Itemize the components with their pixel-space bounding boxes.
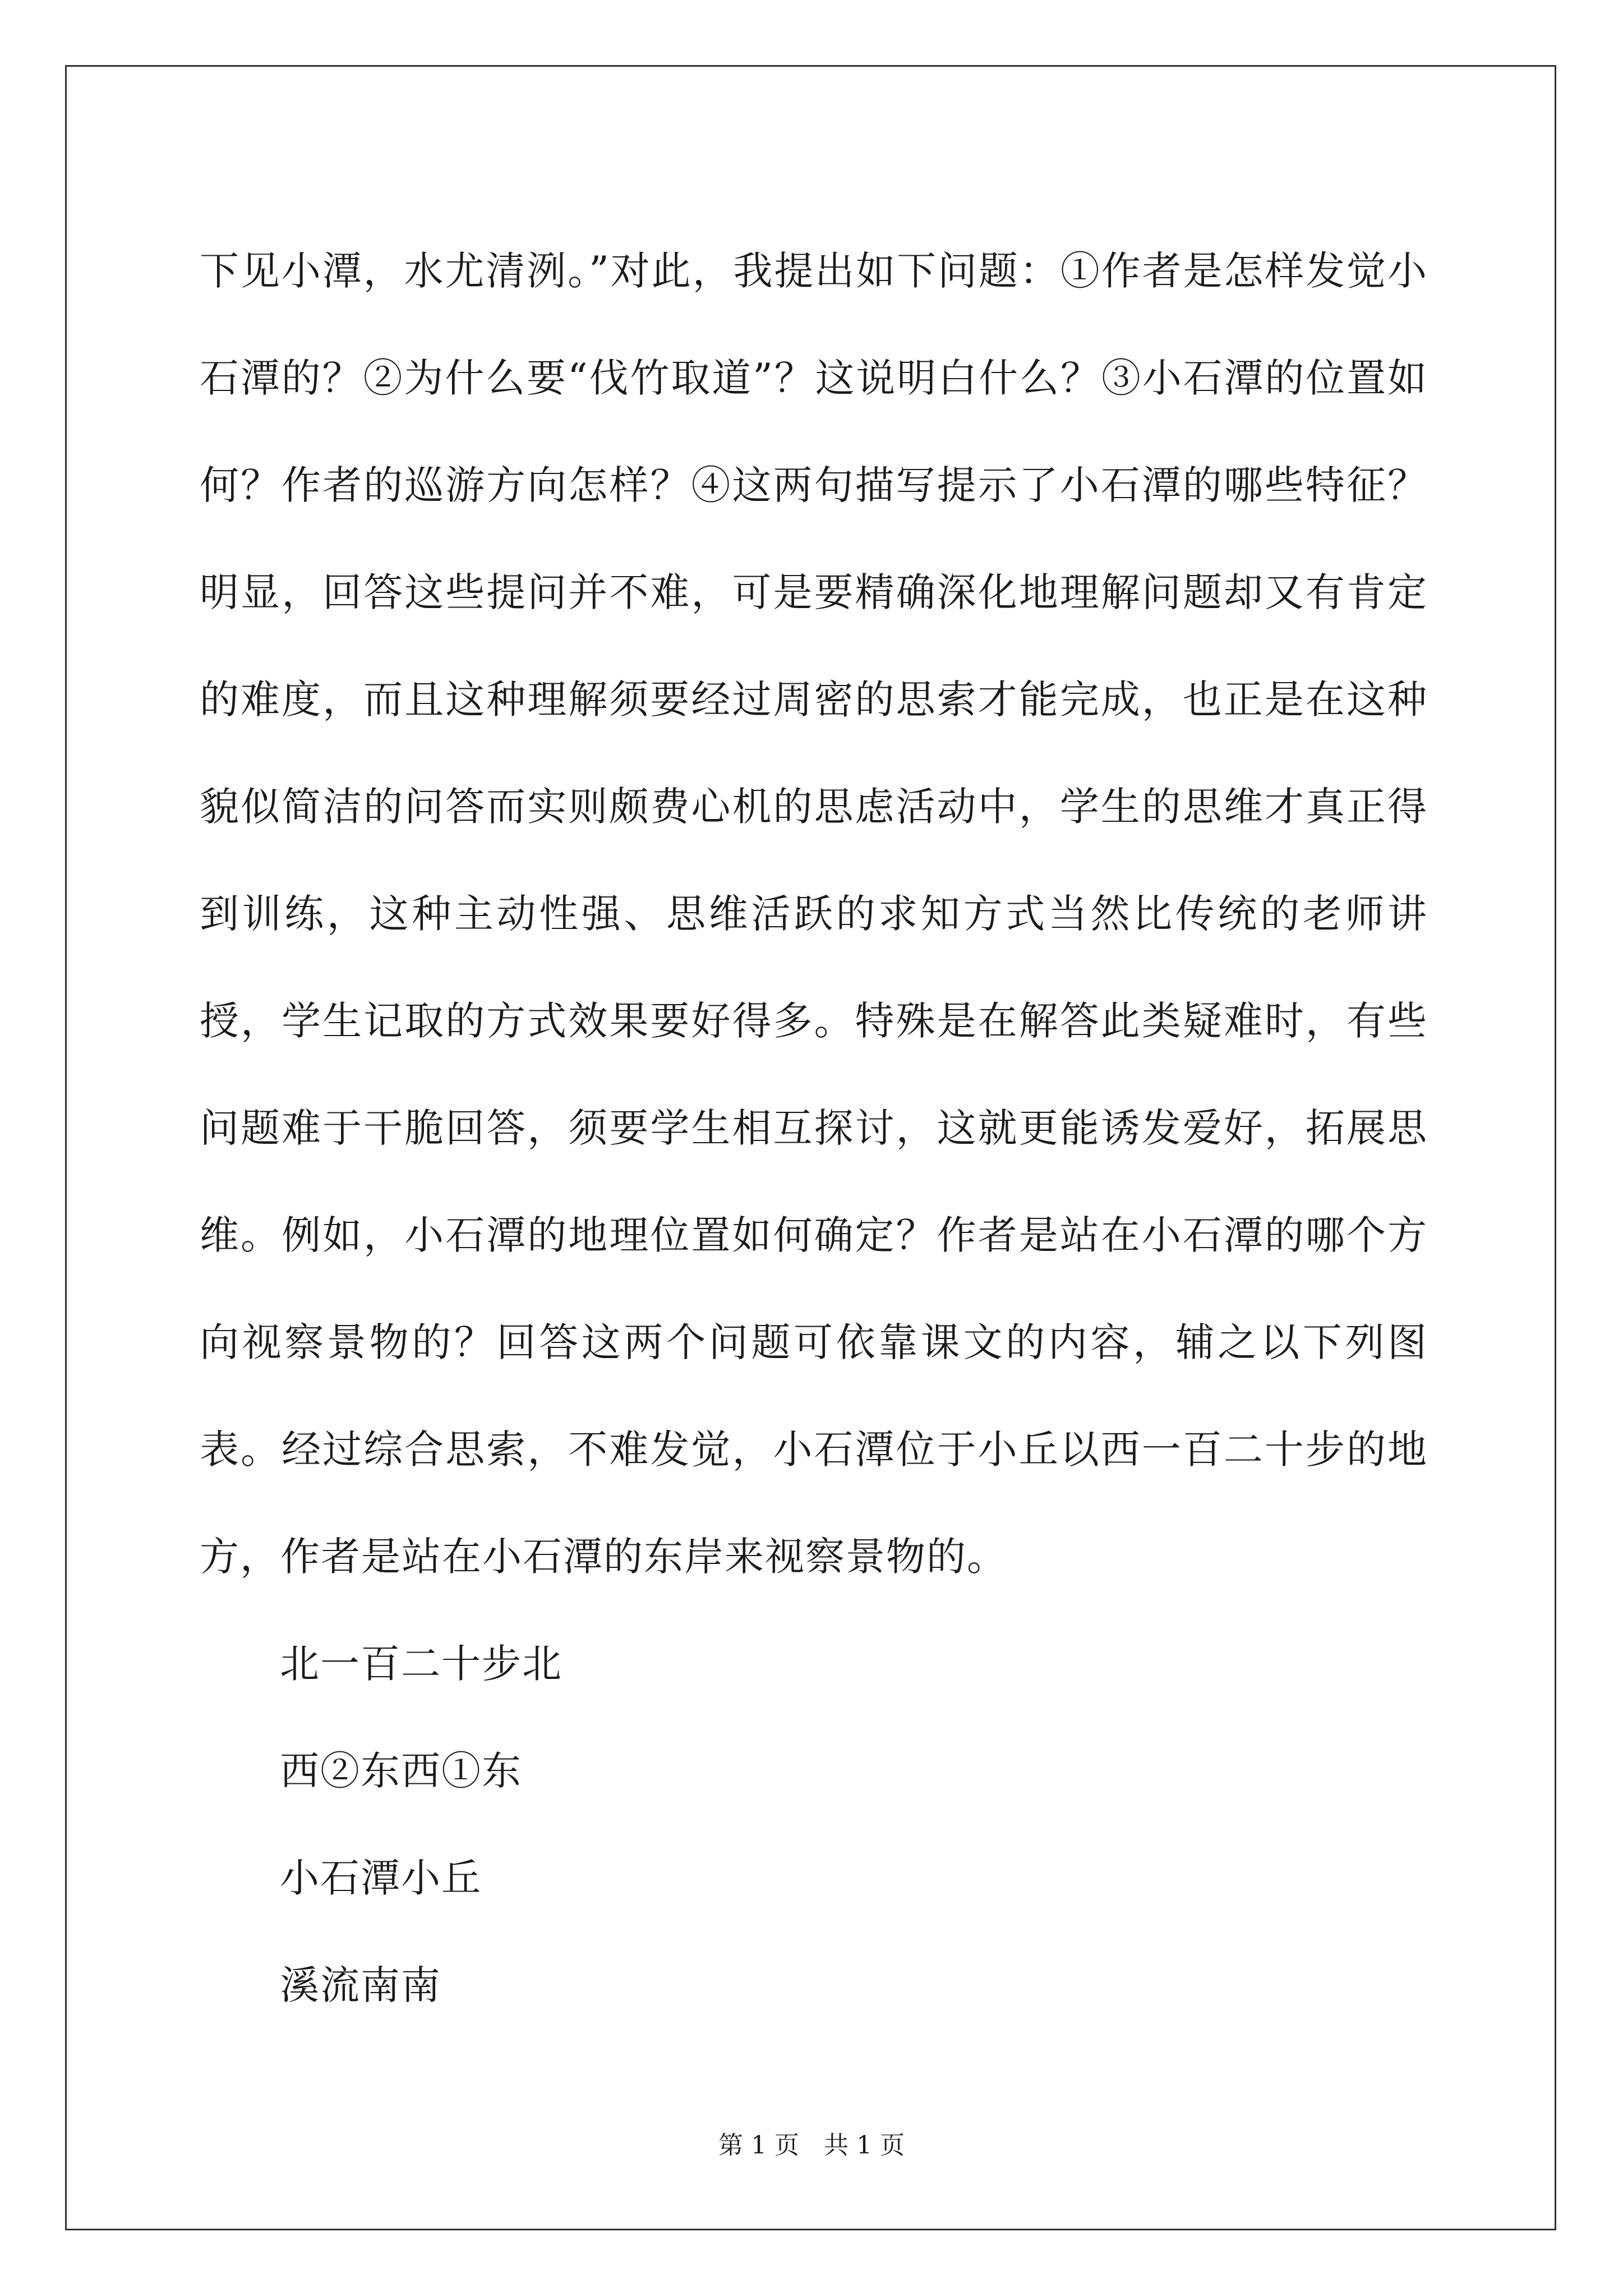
diagram-line-south: 溪流南南: [280, 1962, 441, 2008]
document-body: [200, 218, 1428, 2039]
diagram-line-places: 小石潭小丘: [280, 1855, 482, 1901]
body-paragraph: 下见小潭，水尤清洌。”对此，我提出如下问题：①作者是怎样发觉小石潭的？②为什么要“伐竹取道”？这说明白什么？③小石潭的位置如何？作者的巡游方向怎样？④这两句描写提示了小石潭的哪些特征？明显，回答这些提问并不难，可是要精确深化地理解问题却又有肯定的难度，而且这种理解须要经过周密的思索才能完成，也正是在这种貌似简洁的问答而实则颇费心机的思虑活动中，学生的思维才真正得到训练，这种主动性强、思维活跃的求知方式当然比传统的老师讲授，学生记取的方式效果要好得多。特殊是在解答此类疑难时，有些问题难于干脆回答，须要学生相互探讨，这就更能诱发爱好，拓展思维。例如，小石潭的地理位置如何确定？作者是站在小石潭的哪个方向视察景物的？回答这两个问题可依靠课文的内容，辅之以下列图表。经过综合思索，不难发觉，小石潭位于小丘以西一百二十步的地方，作者是站在小石潭的东岸来视察景物的。: [200, 248, 1428, 1580]
diagram-line-north: 北一百二十步北: [280, 1641, 562, 1687]
page-number: 第 1 页 共 1 页: [718, 2131, 905, 2160]
diagram-line-west-east: 西②东西①东: [280, 1748, 522, 1794]
